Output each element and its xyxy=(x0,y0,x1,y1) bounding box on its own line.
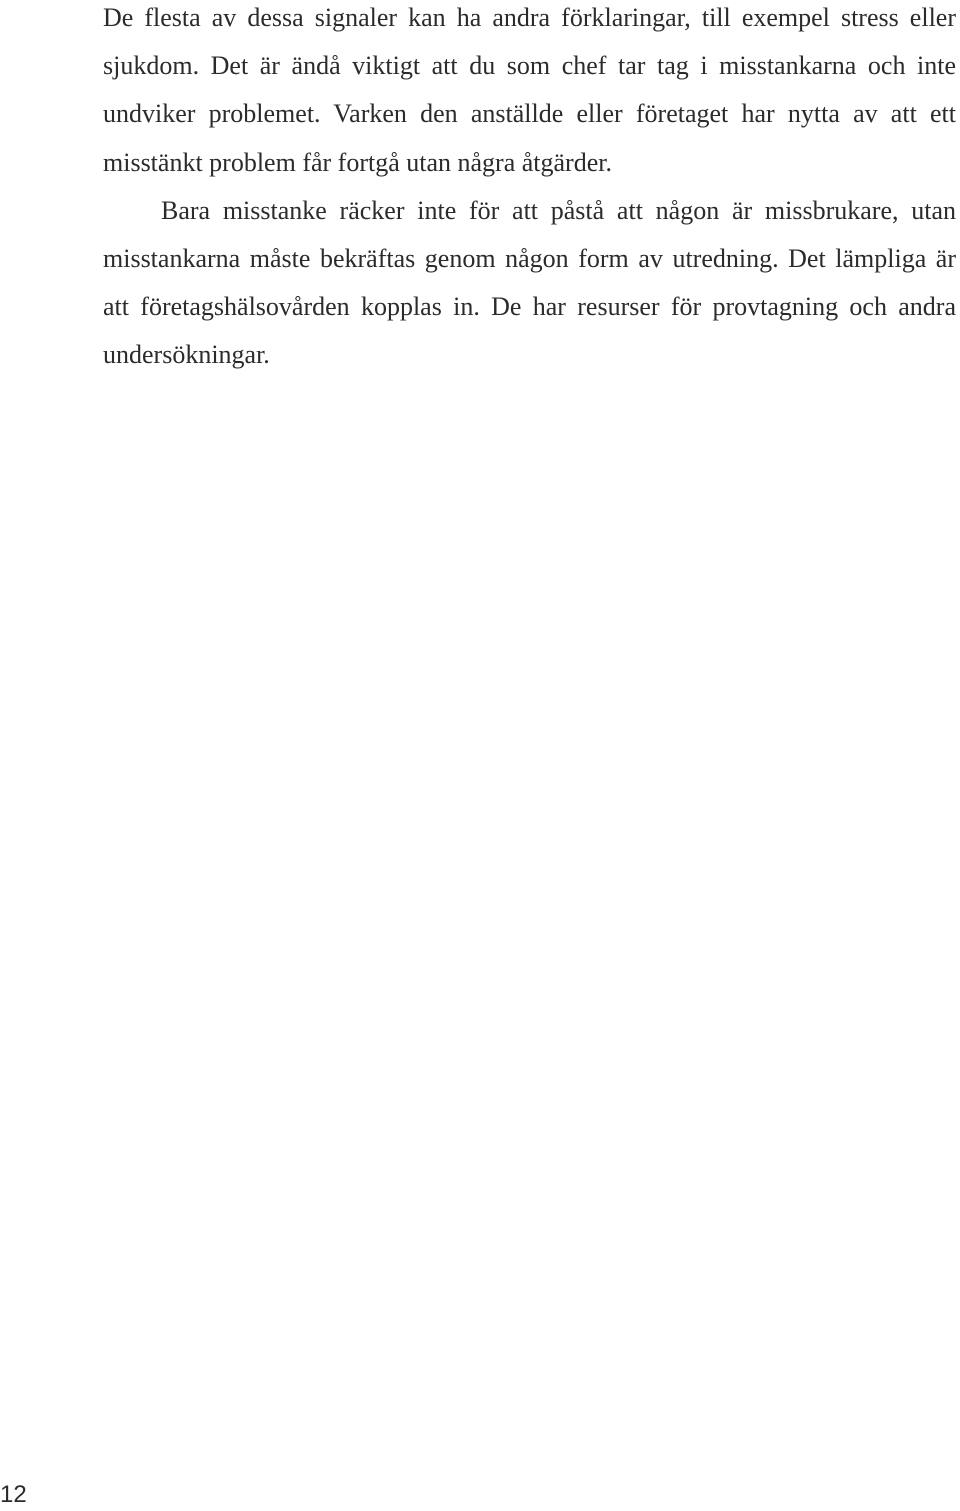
paragraph-1: De flesta av dessa signaler kan ha andra förklaringar, till exempel stress eller sjukdom. Det är ändå viktigt att du som chef tar tag i misstankarna och inte undviker problemet. Varken den anställde eller företaget har nytta av att ett misstänkt problem får fortgå utan några åtgärder. xyxy=(103,3,956,177)
body-text xyxy=(103,0,956,380)
page-number: 12 xyxy=(0,1481,27,1508)
paragraph-2: Bara misstanke räcker inte för att påstå att någon är missbrukare, utan misstankarna måste bekräftas genom någon form av utredning. Det lämpliga är att företagshälsovården kopplas in. De har resurser för provtagning och andra undersökningar. xyxy=(103,195,956,370)
